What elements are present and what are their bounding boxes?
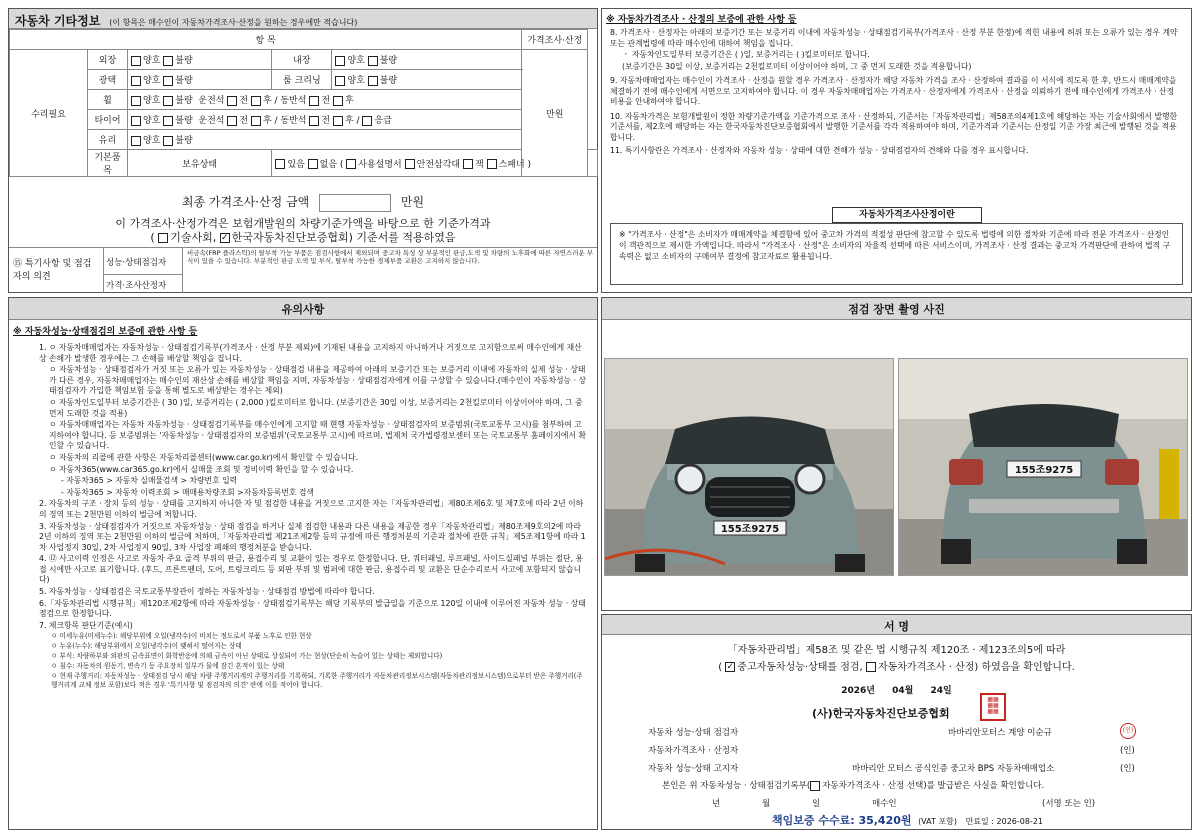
- sign-row-2: [648, 744, 1148, 756]
- bad-label: 불량: [175, 56, 193, 66]
- r1-seal: (인): [1120, 723, 1136, 739]
- checkbox-tire-bad[interactable]: [163, 116, 173, 126]
- checkbox-tire-pf[interactable]: [309, 116, 319, 126]
- basis-line1: 이 가격조사·산정가격은 보험개발원의 차량기준가액을 바탕으로 한 기준가격과: [115, 217, 491, 230]
- bad-label: 불량: [175, 136, 193, 146]
- price-item-9: 9. 자동차매매업자는 매수인이 가격조사 · 산정을 원할 경우 가격조사 · 산정자가 해당 자동차 가격을 조사 · 산정하여 결과를 이 서식에 적도록 한 후, 반드시 매매계약을 체결하기 전에 매수인에게 서면으로 고지하여야 합니다. 이 경우 자동차매매업자는 가격조사 · 산정자에게 가격조사 · 산정을 의뢰하기 전에 매수인에게 가격조사 · 산정 비용을 안내하여야 합니다.: [610, 76, 1177, 106]
- criteria-3: ㅇ 부식: 차량하부와 외판의 금속표면이 화학반응에 의해 금속이 아닌 상태로 상실되어 가는 현상(단순히 녹슬어 있는 상태는 제외합니다): [51, 652, 443, 661]
- driver-label: 운전석: [198, 96, 225, 106]
- rear-label: 후: [262, 116, 272, 126]
- r1-label: 자동차 성능·상태 점검자: [648, 728, 739, 738]
- checkbox-perf[interactable]: ✓: [726, 662, 735, 672]
- good-label: 양호: [347, 56, 365, 66]
- row-room-cleaning: 룸 크리닝: [272, 70, 332, 90]
- r1-value: 바바리안모터스 계양 이순규: [948, 728, 1052, 738]
- criteria-list: [9, 632, 597, 690]
- good-label: 양호: [143, 96, 161, 106]
- price-notice-items: [602, 28, 1191, 157]
- checkbox-interior-good[interactable]: [335, 56, 345, 66]
- have-label: 있음: [287, 159, 305, 170]
- spanner-label: 스패너: [498, 159, 525, 170]
- checkbox-tire-spare[interactable]: [362, 116, 372, 126]
- price-item-10: 10. 자동차가격은 보험개발원이 정한 차량기준가액을 기준가격으로 조사 · 산정하되, 기준서는「자동차관리법」제58조의4제1호에 해당하는 자는 기술사회에서 발행한 기준서를, 제2호에 해당하는 자는 한국자동차진단보증협회에서 발행한 기준서를 각각 적용하여야 하며, 기준가격과 기준서는 산정일 기준 가장 최근에 발행된 것을 적용합니다.: [610, 111, 1178, 142]
- price-box-title: 자동차가격조사산정이란: [832, 207, 982, 223]
- checkbox-spanner[interactable]: [487, 159, 497, 169]
- sign-row-3: [648, 762, 1148, 774]
- notice-item-6: 6.「자동차관리법 시행규칙」제120조제2항에 따라 자동차성능 · 상태점검기록부는 해당 기록부의 발급일을 기준으로 120일 이내에 이루어진 자동차 성능 · 상태점검으로 한정합니다.: [39, 598, 586, 619]
- checkbox-tire-good[interactable]: [131, 116, 141, 126]
- notice-item-1h: - 자동차365 > 자동차 이력조회 > 매매용차량조회 >자동차등록번호 검색: [61, 487, 314, 497]
- confirm-line: [662, 779, 1142, 791]
- good-label: 양호: [143, 116, 161, 126]
- price-item-8b: (보증기간은 30일 이상, 보증거리는 2천킬로미터 이상이어야 하며, 그 중 먼저 도래한 것을 적용합니다): [622, 61, 972, 71]
- wheel-options: 양호 불량 운전석 전 후 / 동반석 전 후: [128, 90, 522, 110]
- interior-options: [332, 50, 522, 70]
- checkbox-wheel-bad[interactable]: [163, 96, 173, 106]
- r2-label: 자동차가격조사 · 산정자: [648, 746, 739, 756]
- checkbox-exterior-bad[interactable]: [163, 56, 173, 66]
- org-seal: ▦▦ ▦▦ ▦▦: [980, 693, 1006, 721]
- criteria-2: ㅇ 누유(누수): 해당부위에서 오일(냉각수)이 맺혀서 떨어지는 상태: [51, 642, 242, 651]
- check-a: 중고자동차성능·상태를 점검,: [737, 662, 863, 673]
- driver-label: 운전석: [198, 116, 225, 126]
- basis-text: [9, 217, 597, 245]
- notice-item-1f: ㅇ 자동차365(www.car365.go.kr)에서 실매물 조회 및 정비이력 확인을 할 수 있습니다.: [49, 464, 354, 474]
- final-price-row: [9, 193, 597, 212]
- notice-header: 유의사항: [9, 298, 597, 320]
- row-glass: 유리: [88, 130, 128, 150]
- row-gloss: 광택: [88, 70, 128, 90]
- front-label: 전: [239, 116, 249, 126]
- special-section: [9, 247, 597, 292]
- rear-label: 후: [344, 96, 354, 106]
- price-notice-section: [601, 8, 1192, 293]
- basis-suffix: 기준서를 적용하였음: [356, 231, 456, 244]
- checkbox-none[interactable]: [308, 159, 318, 169]
- rear-plate-text: 155조9275: [1014, 465, 1074, 476]
- sign-row-1: [648, 726, 1148, 738]
- good-label: 양호: [143, 136, 161, 146]
- passenger-label: 동반석: [280, 116, 307, 126]
- checkbox-manual[interactable]: [346, 159, 356, 169]
- front-car-image: [605, 359, 894, 576]
- checkbox-jack[interactable]: [463, 159, 473, 169]
- checkbox-room-good[interactable]: [335, 76, 345, 86]
- buyer-label: 매수인: [872, 799, 897, 809]
- basis-opt2: 한국자동차진단보증협회): [231, 231, 353, 244]
- checkbox-price[interactable]: [866, 662, 876, 672]
- final-price-input[interactable]: [319, 194, 391, 212]
- none-label: 없음: [319, 159, 338, 170]
- checkbox-tire-dr[interactable]: [251, 116, 261, 126]
- jack-label: 잭: [474, 159, 484, 170]
- notice-item-1: 1. ㅇ 자동차매매업자는 자동차성능 · 상태점검기록부(가격조사 · 산정 부분 제외)에 기재된 내용을 고지하지 아니하거나 거짓으로 고지함으로써 매수인에게 재산상 손해가 발생한 경우에는 그 손해를 배상할 책임을 집니다.: [39, 343, 582, 363]
- year-suffix: 년: [866, 686, 875, 696]
- checkbox-interior-bad[interactable]: [368, 56, 378, 66]
- special-label: ⑮ 특기사항 및 점검자의 의견: [13, 259, 92, 282]
- fee-vat: (VAT 포함): [918, 817, 958, 826]
- checkbox-triangle[interactable]: [405, 159, 415, 169]
- col-item: 항 목: [10, 30, 522, 50]
- checkbox-confirm-price[interactable]: [810, 781, 820, 791]
- price-box: [610, 223, 1183, 285]
- good-label: 양호: [143, 76, 161, 86]
- checkbox-wheel-pf[interactable]: [309, 96, 319, 106]
- rear-label: 후: [262, 96, 272, 106]
- sign-date: [602, 683, 1191, 696]
- signature-header: 서 명: [602, 615, 1191, 635]
- checkbox-wheel-df[interactable]: [227, 96, 237, 106]
- checkbox-exterior-good[interactable]: [131, 56, 141, 66]
- spare-label: 응급: [374, 116, 392, 126]
- room-cleaning-options: [332, 70, 522, 90]
- checkbox-have[interactable]: [275, 159, 285, 169]
- bad-label: 불량: [175, 96, 193, 106]
- notice-section: [8, 297, 598, 830]
- criteria-4: ㅇ 침수: 자동차의 원동기, 변속기 등 주요장치 일부가 물에 잠긴 흔적이 있는 상태: [51, 662, 285, 671]
- checkbox-wheel-pr[interactable]: [333, 96, 343, 106]
- rear-label: 후: [344, 116, 354, 126]
- checkbox-tire-pr[interactable]: [333, 116, 343, 126]
- etc-info-section: [8, 8, 598, 293]
- notice-item-1b: ㅇ 자동차성능 · 상태점검자가 거짓 또는 오류가 있는 자동차성능 · 상태점검 내용을 제공하여 아래의 보증기간 또는 보증거리 이내에 자동차의 실제 성능 · 상태가 다른 경우, 자동차매매업자는 매수인의 재산상 손해를 배상할 책임을 지며, 자동차성능 · 상태점검자에게 이를 구상할 수 있습니다.(매수인이 자동차성능 · 상태점검자가 가입한 책임보험 등을 통해 별도로 배상받는 경우는 제외): [49, 365, 587, 396]
- basic-label: 기본품목: [88, 150, 128, 177]
- signature-section: [601, 614, 1192, 830]
- row-possession: 보유상태: [128, 150, 272, 177]
- front-label: 전: [239, 96, 249, 106]
- basis-line2: ( 기술사회, ✓ 한국자동차진단보증협회) 기준서를 적용하였음: [150, 231, 456, 244]
- checkbox-tire-df[interactable]: [227, 116, 237, 126]
- row-wheel: 휠: [88, 90, 128, 110]
- repair-unit: 만원: [522, 50, 588, 177]
- checkbox-gloss-bad[interactable]: [163, 76, 173, 86]
- good-label: 양호: [347, 76, 365, 86]
- r3-sign: (인): [1120, 764, 1135, 774]
- checkbox-room-bad[interactable]: [368, 76, 378, 86]
- bad-label: 불량: [379, 56, 398, 66]
- manual-label: 사용설명서: [358, 159, 402, 170]
- date-day: 24: [930, 686, 944, 696]
- price-item-8: 8. 가격조사 · 산정자는 아래의 보증기간 또는 보증거리 이내에 자동차성능 · 상태점검기록부(가격조사 · 산정 부분 한정)에 적힌 내용에 허위 또는 오류가 있는 경우 계약 또는 관계법령에 따라 매수인에 대하여 책임을 집니다.: [610, 28, 1178, 48]
- checkbox-glass-good[interactable]: [131, 136, 141, 146]
- check-b: 자동차가격조사 · 산정) 하였음을 확인합니다.: [877, 662, 1075, 673]
- photo-header: 점검 장면 촬영 사진: [602, 298, 1191, 320]
- confirm-b: 자동차가격조사 · 산정 선택)를 발급받은 사실을 확인합니다.: [822, 781, 1045, 791]
- etc-info-table: [9, 29, 598, 177]
- buyer-month: 월: [762, 799, 771, 809]
- r2-value: (인): [1120, 746, 1135, 756]
- final-price-unit: 만원: [400, 195, 425, 209]
- front-car-photo: [604, 358, 894, 576]
- final-price-label: 최종 가격조사·산정 금액: [181, 195, 310, 209]
- date-month: 04: [892, 686, 905, 696]
- date-year: 2026: [841, 686, 867, 696]
- sign-org: (사)한국자동차진단보증협회: [812, 707, 950, 720]
- notice-item-1c: ㅇ 자동차인도일부터 보증기간은 ( 30 )일, 보증거리는 ( 2,000 )킬로미터로 합니다. (보증기간은 30일 이상, 보증거리는 2천킬로미터 이상이어야 하며, 그 중 먼저 도래한 것을 적용): [49, 397, 583, 418]
- etc-info-header: [9, 9, 597, 29]
- good-label: 양호: [143, 56, 161, 66]
- photo-section: [601, 297, 1192, 611]
- checkbox-basis-kaa[interactable]: ✓: [220, 233, 229, 243]
- confirm-a: 본인은 위 자동차성능 · 상태점검기록부(: [662, 781, 811, 791]
- triangle-label: 안전삼각대: [416, 159, 461, 170]
- price-notice-subhead: ※ 자동차가격조사 · 산정의 보증에 관한 사항 등: [606, 15, 797, 25]
- buyer-sign[interactable]: (서명 또는 인): [1042, 799, 1096, 809]
- expiry-date: 만료일 : 2026-08-21: [965, 817, 1044, 826]
- gloss-options: [128, 70, 272, 90]
- checkbox-wheel-good[interactable]: [131, 96, 141, 106]
- month-suffix: 월: [904, 686, 914, 696]
- checkbox-wheel-dr[interactable]: [251, 96, 261, 106]
- row-tire: 타이어: [88, 110, 128, 130]
- bad-label: 불량: [175, 76, 193, 86]
- front-label: 전: [321, 96, 331, 106]
- rear-car-photo: [898, 358, 1188, 576]
- price-box-text: ※ "가격조사 · 산정"은 소비자가 매매계약을 체결함에 있어 중고차 가격의 적절성 판단에 참고할 수 있도록 법령에 의한 절차와 기준에 따라 전문 가격조사 · 산정인이 객관적으로 제시한 가액입니다. 따라서 "가격조사 · 산정"은 소비자의 자율적 선택에 따른 서비스이며, 가격조사 · 산정 결과는 중고차 가격판단에 관하여 법적 구속력은 없고 소비자의 구매여부 결정에 참고자료로 활용됩니다.: [619, 230, 1171, 261]
- criteria-1: ㅇ 미세누유(미세누수): 해당부위에 오일(냉각수)이 비치는 정도로서 부품 노후로 인한 현상: [51, 632, 312, 641]
- checkbox-glass-bad[interactable]: [163, 136, 173, 146]
- price-item-11: 11. 특기사항란은 가격조사 · 산정자와 자동차 성능 · 상태에 대한 견해가 성능 · 상태점검자의 견해와 다를 경우 표시합니다.: [610, 146, 1029, 155]
- passenger-label: 동반석: [280, 96, 307, 106]
- fee-label: 책임보증 수수료: 35,420원: [772, 814, 912, 827]
- bad-label: 불량: [379, 76, 398, 86]
- price-label: 가격·조사산정자: [103, 274, 183, 293]
- check-line: ( ✓ 중고자동차성능·상태를 점검, 자동차가격조사 · 산정) 하였음을 확인합니다.: [718, 662, 1075, 673]
- possession-options: 있음 없음 ( 사용설명서 안전삼각대 잭 스패너 ): [272, 150, 588, 177]
- basis-opt1: 기술사회,: [170, 231, 217, 244]
- etc-info-subtitle: (이 항목은 매수인이 자동차가격조사·산정을 원하는 경우에만 적습니다): [109, 18, 358, 27]
- notice-item-1d: ㅇ 자동차매매업자는 자동차 자동차성능 · 상태점검기록부를 매수인에게 고지할 때 현행 자동차성능 · 상태점검자의 보증범위(국토교통부 고시)를 첨부하여 고지하여야 합니다. 등 보증범위는 '자동차성능 · 상태점검자의 보증범위'(국토교통부 고시)에 따르며, 법제처 국가법령정보센터 또는 국토교통부 홈페이지에서 확인할 수 있습니다.: [49, 420, 587, 451]
- repair-label: 수리필요: [10, 50, 88, 177]
- front-plate-text: 155조9275: [720, 524, 780, 535]
- fee-row: [772, 812, 1187, 828]
- row-interior: 내장: [272, 50, 332, 70]
- rear-car-image: [899, 359, 1188, 576]
- criteria-5: ㅇ 현재 주행거리: 자동차성능 · 상태점검 당시 해당 차량 주행거리계의 주행거리를 기록하되, 기록한 주행거리가 자동차관리정보시스템(자동차관리정보시스템)으로부터 받은 주행거리(주행거리계 교체 정보 포함)보다 적은 경우 '특기사항 및 점검자의 의견' 란에 이를 적어야 합니다.: [51, 672, 583, 690]
- tire-options: 양호 불량 운전석 전 후 / 동반석 전 후 / 응급: [128, 110, 522, 130]
- buyer-year: 년: [712, 799, 721, 809]
- possession-price: [588, 150, 598, 177]
- col-price: 가격조사·산정: [522, 30, 588, 50]
- notice-item-3: 3. 자동차성능 · 상태점검자가 거짓으로 자동차성능 · 상태 점검을 하거나 실제 점검한 내용과 다른 내용을 제공한 경우「자동차관리법」제80조제9호의2에 따라 2년 이하의 징역 또는 2천만원 이하의 벌금에 처하며,「자동차관리법 제21조제2항 등의 규정에 따른 행정처분의 기준과 절차에 관한 규칙」제5조제1항에 따라 1차 사업정지 30일, 2차 사업정지 90일, 3차 사업장 폐쇄의 행정처분을 받습니다.: [39, 521, 586, 552]
- day-suffix: 일: [943, 686, 952, 696]
- price-item-8a: ㆍ 자동차인도일부터 보증기간은 ( )일, 보증거리는 ( )킬로미터로 합니다.: [622, 50, 870, 59]
- glass-options: [128, 130, 522, 150]
- etc-info-title: 자동차 기타정보: [15, 14, 101, 28]
- checkbox-gloss-good[interactable]: [131, 76, 141, 86]
- exterior-options: [128, 50, 272, 70]
- law-line: 「자동차관리법」제58조 및 같은 법 시행규칙 제120조 · 제123조의5에 따라: [727, 645, 1066, 656]
- perf-text: 비금속(FRP 플라스틱)의 탈부착 가능 부품은 점검사항에서 제외되며 중고차 특성 상 부분적인 판금,도색 및 차량의 노후화에 따른 자연스러운 부식이 있을 수 있습니다. 부분적인 판금 도색 및 부식, 탈부착 가능한 경제부품 교환은 고지하지 않습니다.: [187, 249, 594, 265]
- notice-item-4: 4. ⑫ 사고이력 인정은 사고로 자동차 주요 골격 부위의 판금, 용접수리 및 교환이 있는 경우로 한정합니다. 단, 쿼터패널, 루프패널, 사이드실패널 부위는 절단, 용접 시에만 사고로 표기합니다. (후드, 프론트펜더, 도어, 트렁크리드 등 외판 부위 및 범퍼에 대한 판금, 용접수리 및 교환은 단순수리로서 사고에 포함되지 않습니다): [39, 554, 584, 585]
- notice-item-5: 5. 자동차성능 · 상태점검은 국토교통부장관이 정하는 자동차성능 · 상태점검 방법에 따라야 합니다.: [39, 587, 375, 597]
- notice-item-7: 7. 체크항목 판단기준(예시): [39, 620, 133, 630]
- front-label: 전: [321, 116, 331, 126]
- r3-label: 자동차 성능·상태 고지자: [648, 764, 739, 774]
- notice-item-1e: ㅇ 자동차의 리콜에 관한 사항은 자동차리콜센터(www.car.go.kr)에서 확인할 수 있습니다.: [49, 452, 359, 462]
- notice-items: [9, 341, 597, 631]
- perf-label: 성능·상태점검자: [103, 248, 183, 274]
- notice-item-1g: - 자동차365 > 자동차 실매물검색 > 차량번호 입력: [61, 476, 238, 486]
- checkbox-basis-tech[interactable]: [158, 233, 168, 243]
- notice-subhead: ※ 자동차성능·상태점검의 보증에 관한 사항 등: [13, 327, 198, 337]
- notice-item-2: 2. 자동차의 구조 · 장치 등의 성능 · 상태를 고지하지 아니한 자 및 점검한 내용을 거짓으로 고지한 자는「자동차관리법」제80조제6호 및 제7호에 따라 2년 이하의 징역 또는 2천만원 이하의 벌금에 처합니다.: [39, 499, 584, 519]
- row-exterior: 외장: [88, 50, 128, 70]
- r3-value: 바바리안 모터스 공식인증 중고차 BPS 자동차매매업소: [852, 764, 1055, 774]
- bad-label: 불량: [175, 116, 193, 126]
- buyer-day: 일: [812, 799, 821, 809]
